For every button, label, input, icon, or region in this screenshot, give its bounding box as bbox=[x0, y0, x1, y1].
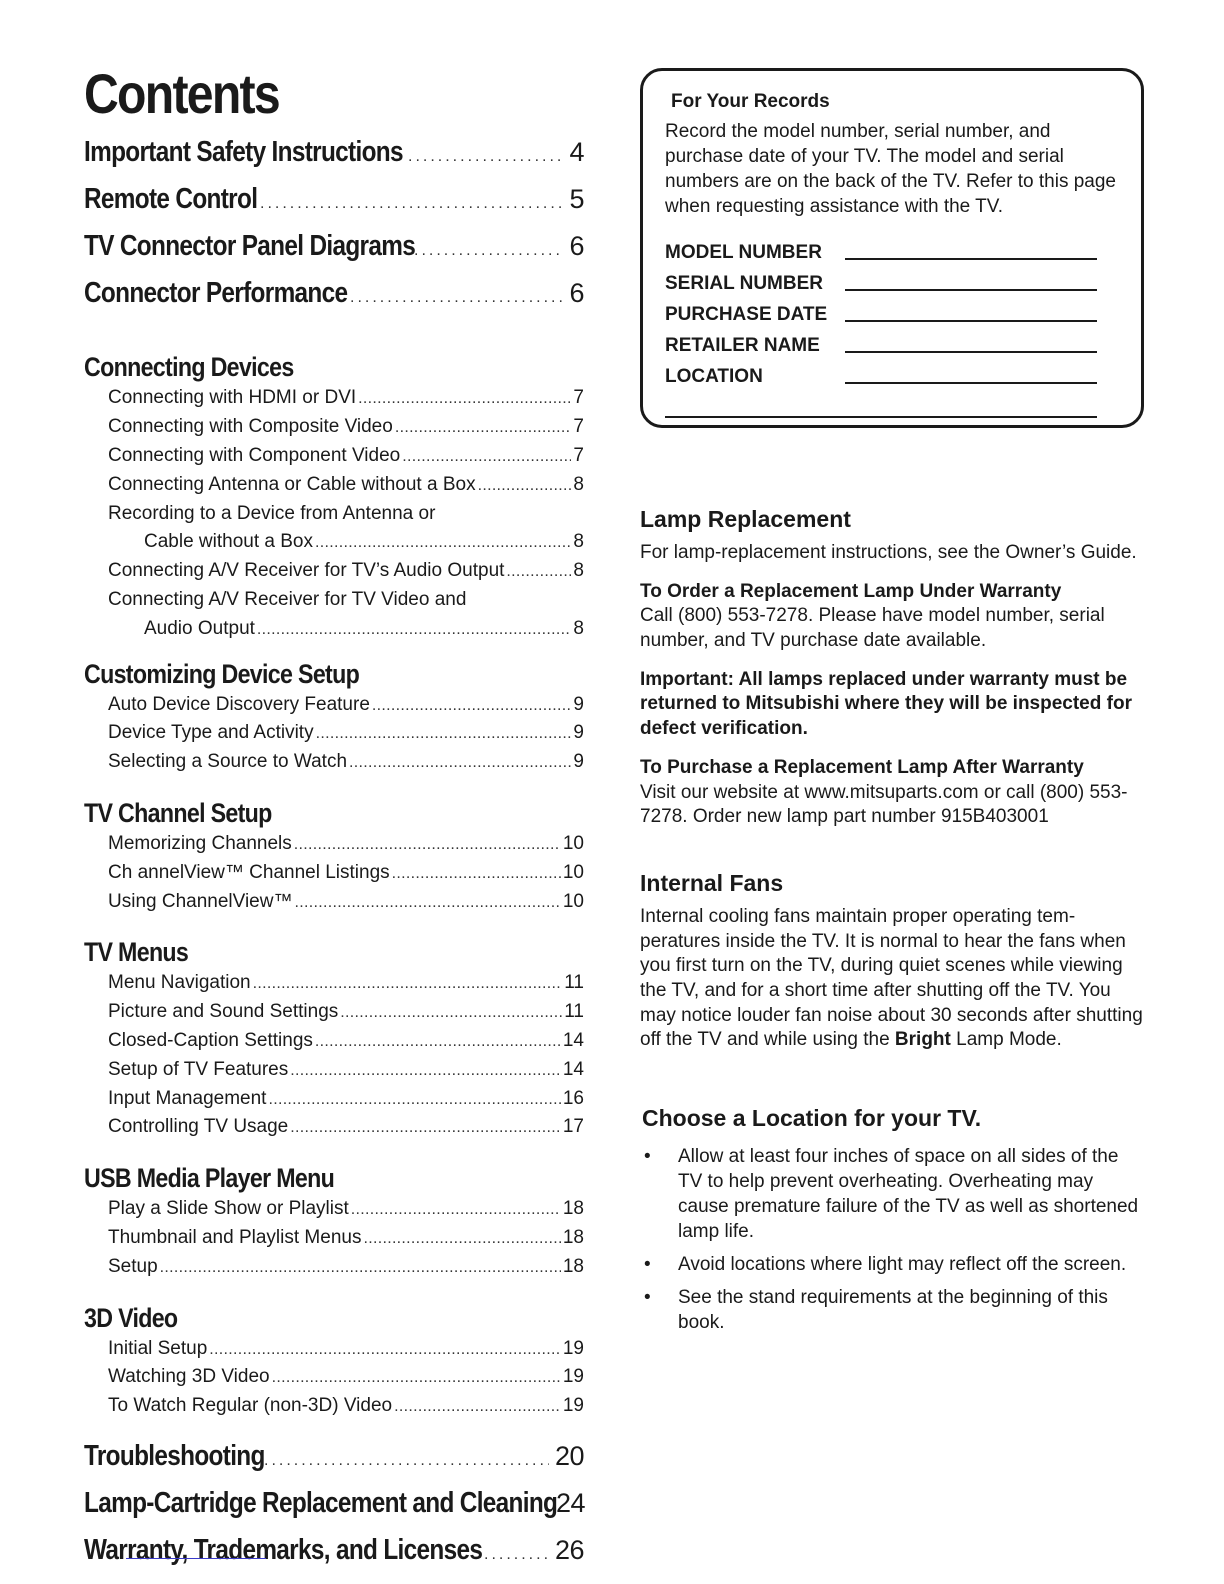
purchase-text: Visit our website at www.mitsuparts.com or call (800) 553-7278. Order new lamp part number 915B403001 bbox=[640, 781, 1128, 828]
toc-item[interactable]: Connecting Antenna or Cable without a Box ..... 8 bbox=[84, 474, 584, 503]
list-item: • See the stand requirements at the beginning of this book. bbox=[640, 1285, 1145, 1335]
records-heading: For Your Records bbox=[671, 91, 830, 112]
toc-label: Remote Control bbox=[84, 183, 258, 216]
records-box bbox=[640, 68, 1144, 428]
record-field[interactable]: MODEL NUMBER bbox=[665, 233, 1117, 264]
records-text: Record the model number, serial number, and purchase date of your TV. The model and serial numbers are on the back of the TV. Refer to this page when requesting assistance with the TV. bbox=[665, 121, 1116, 218]
section-heading: TV Channel Setup bbox=[84, 797, 272, 828]
lamp-heading: Lamp Replacement bbox=[640, 506, 851, 532]
toc-item[interactable]: Controlling TV Usage ..... 17 bbox=[84, 1116, 584, 1145]
contents-title: Contents bbox=[84, 62, 279, 125]
location-heading: Choose a Location for your TV. bbox=[642, 1105, 982, 1131]
toc-page: 26 bbox=[554, 1534, 584, 1565]
record-field[interactable]: LOCATION bbox=[665, 357, 1117, 388]
toc-page: 20 bbox=[554, 1440, 584, 1471]
order-text: Call (800) 553-7278. Please have model number, serial number, and TV purchase date available. bbox=[640, 605, 1105, 652]
toc-item[interactable]: Connecting with HDMI or DVI ..... 7 bbox=[84, 387, 584, 416]
location-list bbox=[640, 1144, 1145, 1336]
toc-entry[interactable] bbox=[84, 136, 584, 183]
toc-item[interactable]: Auto Device Discovery Feature ..... 9 bbox=[84, 694, 584, 723]
toc-item[interactable]: Initial Setup ..... 19 bbox=[84, 1338, 584, 1367]
section-heading: TV Menus bbox=[84, 937, 189, 968]
toc-item[interactable]: Connecting with Component Video ..... 7 bbox=[84, 445, 584, 474]
toc-entry[interactable] bbox=[84, 1440, 584, 1487]
toc-item[interactable]: To Watch Regular (non-3D) Video ..... 19 bbox=[84, 1395, 584, 1424]
toc-item[interactable]: Picture and Sound Settings ..... 11 bbox=[84, 1001, 584, 1030]
toc-item[interactable]: Ch annelView™ Channel Listings ..... 10 bbox=[84, 862, 584, 891]
toc-page: 6 bbox=[569, 278, 584, 309]
toc-page: 6 bbox=[569, 231, 584, 262]
list-item: • Allow at least four inches of space on all sides of the TV to help prevent overheating. Overheating may cause premature failure of the TV as well as shortened lamp life. bbox=[640, 1144, 1145, 1244]
order-heading: To Order a Replacement Lamp Under Warranty bbox=[640, 580, 1062, 602]
section-heading: Customizing Device Setup bbox=[84, 658, 360, 689]
location-section bbox=[640, 1105, 1145, 1336]
important-note: Important: All lamps replaced under warranty must be returned to Mitsubishi where they will be inspected for defect verification. bbox=[640, 668, 1132, 740]
record-field[interactable]: SERIAL NUMBER bbox=[665, 264, 1117, 295]
toc-item[interactable]: Audio Output ..... 8 bbox=[84, 618, 584, 647]
toc-page: 4 bbox=[569, 137, 584, 168]
record-field[interactable]: PURCHASE DATE bbox=[665, 295, 1117, 326]
toc-item[interactable]: Watching 3D Video ..... 19 bbox=[84, 1366, 584, 1395]
fans-text: Internal cooling fans maintain proper operating temperatures inside the TV. It is normal to hear the fans when you first turn on the TV, during quiet scenes while viewing the TV, and for a short time after shutting off the TV. You may notice louder fan noise about 30 seconds after shutting off the TV and while using the Bright Lamp Mode. bbox=[640, 905, 1143, 1051]
toc-entry[interactable] bbox=[84, 183, 584, 230]
toc-label: Warranty, Trademarks, and Licenses bbox=[84, 1533, 483, 1566]
toc-page: 24 bbox=[556, 1487, 586, 1518]
toc-item[interactable]: Input Management ..... 16 bbox=[84, 1088, 584, 1117]
toc-page: 5 bbox=[569, 184, 584, 215]
right-column bbox=[640, 68, 1145, 1344]
toc-item[interactable]: Setup ..... 18 bbox=[84, 1256, 584, 1285]
section-heading: 3D Video bbox=[84, 1302, 178, 1333]
table-of-contents bbox=[84, 62, 584, 1581]
toc-item[interactable]: Memorizing Channels ..... 10 bbox=[84, 833, 584, 862]
toc-label: Lamp-Cartridge Replacement and Cleaning bbox=[84, 1486, 558, 1519]
lamp-section bbox=[640, 506, 1145, 830]
toc-entry[interactable] bbox=[84, 230, 584, 277]
record-field[interactable]: RETAILER NAME bbox=[665, 326, 1117, 357]
toc-item[interactable]: Closed-Caption Settings ..... 14 bbox=[84, 1030, 584, 1059]
toc-item[interactable]: Cable without a Box ..... 8 bbox=[84, 531, 584, 560]
toc-entry[interactable] bbox=[84, 1487, 584, 1534]
footer-rule bbox=[126, 1558, 266, 1559]
toc-item[interactable]: Connecting with Composite Video ..... 7 bbox=[84, 416, 584, 445]
list-item: • Avoid locations where light may reflect off the screen. bbox=[640, 1252, 1145, 1277]
toc-item[interactable]: Menu Navigation ..... 11 bbox=[84, 972, 584, 1001]
toc-item[interactable]: Connecting A/V Receiver for TV’s Audio Output ..... 8 bbox=[84, 560, 584, 589]
toc-label: TV Connector Panel Diagrams bbox=[84, 230, 416, 263]
toc-label: Troubleshooting bbox=[84, 1439, 265, 1472]
section-heading: Connecting Devices bbox=[84, 352, 294, 383]
lamp-intro: For lamp-replacement instructions, see the Owner’s Guide. bbox=[640, 542, 1137, 563]
fans-heading: Internal Fans bbox=[640, 869, 784, 896]
record-blank-line[interactable] bbox=[665, 416, 1097, 418]
toc-item-line[interactable]: Recording to a Device from Antenna or bbox=[108, 502, 436, 524]
toc-item[interactable]: Thumbnail and Playlist Menus ..... 18 bbox=[84, 1227, 584, 1256]
toc-entry[interactable] bbox=[84, 277, 584, 324]
purchase-heading: To Purchase a Replacement Lamp After Warranty bbox=[640, 756, 1084, 778]
fans-section bbox=[640, 870, 1145, 1053]
toc-item[interactable]: Device Type and Activity ..... 9 bbox=[84, 722, 584, 751]
toc-item-line[interactable]: Connecting A/V Receiver for TV Video and bbox=[108, 588, 467, 610]
toc-item[interactable]: Selecting a Source to Watch ..... 9 bbox=[84, 751, 584, 780]
section-heading: USB Media Player Menu bbox=[84, 1163, 335, 1194]
order-block bbox=[640, 580, 1145, 654]
toc-label: Important Safety Instructions bbox=[84, 136, 403, 169]
purchase-block bbox=[640, 756, 1145, 830]
toc-label: Connector Performance bbox=[84, 277, 348, 310]
toc-item[interactable]: Play a Slide Show or Playlist ..... 18 bbox=[84, 1198, 584, 1227]
toc-item[interactable]: Using ChannelView™ ..... 10 bbox=[84, 891, 584, 920]
toc-item[interactable]: Setup of TV Features ..... 14 bbox=[84, 1059, 584, 1088]
